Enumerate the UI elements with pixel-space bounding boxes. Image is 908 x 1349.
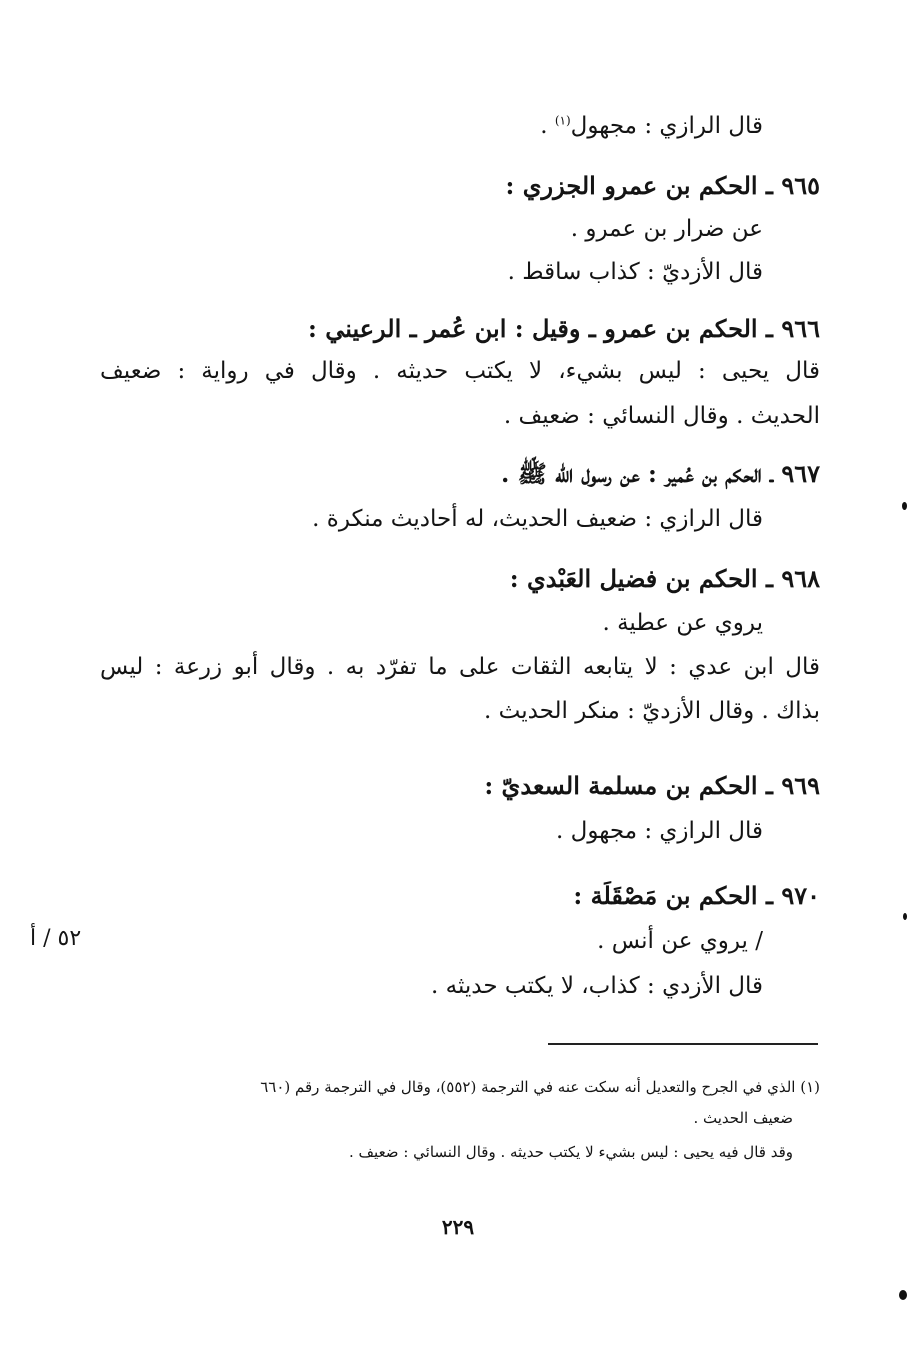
entry-966-heading: ٩٦٦ ـ الحكم بن عمرو ـ وقيل : ابن عُمر ـ الرعيني : [308,314,820,343]
entry-970-line-2: قال الأزدي : كذاب، لا يكتب حديثه . [430,973,763,999]
entry-965-heading: ٩٦٥ ـ الحكم بن عمرو الجزري : [505,171,820,200]
footnote-line-3: وقد قال فيه يحيى : ليس بشيء لا يكتب حديثه . وقال النسائي : ضعيف . [348,1143,793,1161]
footnote-line-1: (١) الذي في الجرح والتعديل أنه سكت عنه في الترجمة (٥٥٢)، وقال في الترجمة رقم (٦٦٠ [260,1078,820,1096]
entry-968-heading: ٩٦٨ ـ الحكم بن فضيل العَبْدي : [509,564,820,593]
footnote-marker: (١) [554,113,571,128]
entry-970-line-1: / يروي عن أنس . [597,928,763,954]
page-number: ٢٢٩ [441,1215,475,1239]
entry-968-line-2: قال ابن عدي : لا يتابعه الثقات على ما تفرّد به . وقال أبو زرعة : ليس [100,654,820,680]
entry-966-line-1: قال يحيى : ليس بشيء، لا يكتب حديثه . وقال في رواية : ضعيف [100,358,820,384]
entry-969-heading: ٩٦٩ ـ الحكم بن مسلمة السعديّ : [484,771,820,800]
entry-970-heading: ٩٧٠ ـ الحكم بن مَصْقَلَة : [573,881,820,910]
text: قال الرازي : مجهول [570,113,763,139]
entry-966-line-2: الحديث . وقال النسائي : ضعيف . [503,403,820,429]
line-razi-majhul [540,110,763,142]
margin-folio-note: ٥٢ / أ [30,926,82,951]
entry-967-heading: ٩٦٧ ـ الحكم بن عُمير : عن رسول الله ﷺ . [501,459,820,488]
entry-965-line-1: عن ضرار بن عمرو . [570,216,763,242]
scan-speck [902,502,907,510]
scan-speck [899,1290,907,1300]
entry-968-line-3: بذاك . وقال الأزديّ : منكر الحديث . [483,698,820,724]
scan-speck [903,913,907,920]
footnote-divider [548,1043,818,1045]
entry-967-line-1: قال الرازي : ضعيف الحديث، له أحاديث منكرة . [312,506,763,532]
entry-965-line-2: قال الأزديّ : كذاب ساقط . [507,259,763,285]
text-end: . [540,113,555,139]
entry-969-line-1: قال الرازي : مجهول . [556,818,763,844]
entry-968-line-1: يروي عن عطية . [602,610,763,636]
footnote-line-2: ضعيف الحديث . [693,1109,793,1127]
